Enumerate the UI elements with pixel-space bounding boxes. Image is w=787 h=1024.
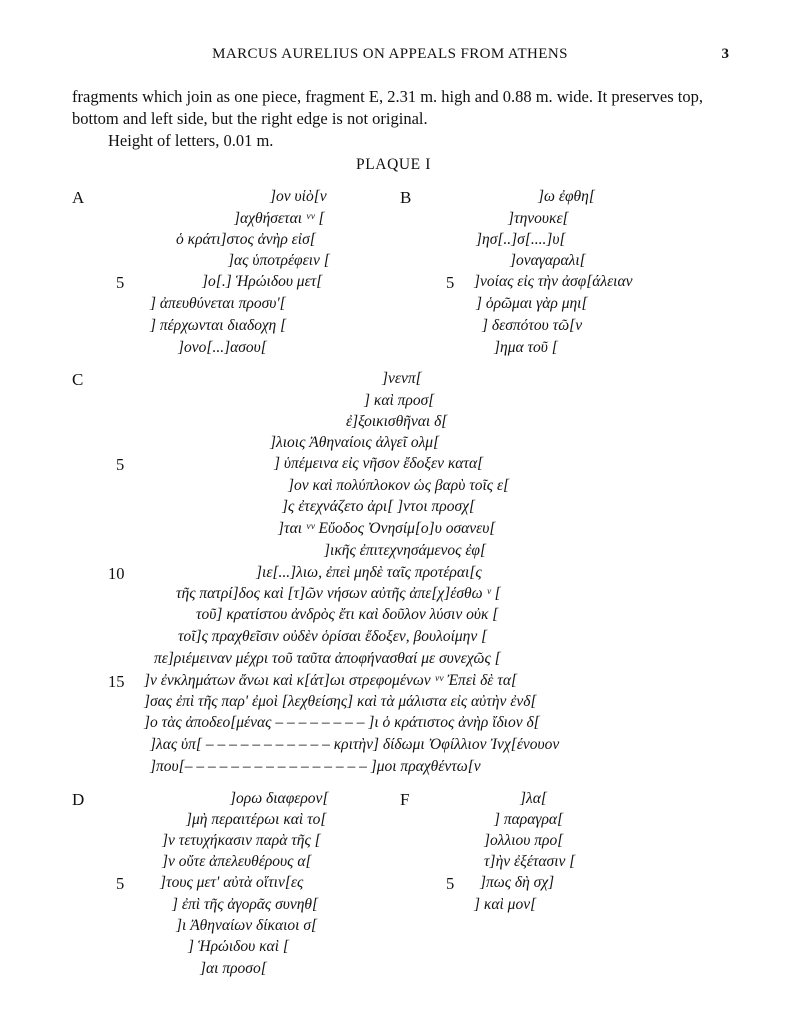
intro-text [72, 86, 734, 152]
fragment-f-line: ]ολλιου προ[ [484, 832, 564, 849]
fragment-d-line: ] Ἡρώιδου καὶ [ [188, 938, 289, 955]
fragment-d-line-number: 5 [116, 874, 125, 893]
fragment-c-line: ]ιε[...]λιω, ἐπεὶ μηδὲ ταῖς προτέραι[ς [256, 564, 482, 581]
fragment-d-line: ]ν οὔτε ἀπελευθέρους α[ [162, 853, 312, 870]
fragment-f-line: ] καὶ μον[ [474, 896, 537, 913]
fragment-d-line: ] ἐπὶ τῆς ἀγορᾶς συνηθ[ [172, 896, 319, 913]
fragment-c-line: ] καὶ προσ[ [364, 392, 435, 409]
fragment-a-line: ]ονο[...]ασου[ [178, 339, 267, 356]
fragment-f-line: ]πως δὴ σχ] [480, 874, 555, 891]
fragment-d-line: ]ορω διαφερον[ [230, 790, 329, 807]
fragment-c-line: ]ο τὰς ἀποδεο[μένας – – – – – – – – ]ι ὁ κράτιστος ἀνὴρ ἴδιον δ[ [144, 714, 540, 731]
fragment-a-line: ]αχθήσεται ᵛᵛ [ [234, 210, 325, 227]
fragment-d-line: ]ν τετυχήκασιν παρὰ τῆς [ [162, 832, 321, 849]
fragment-b-line-number: 5 [446, 273, 455, 292]
fragment-a-line: ] ἀπευθύνεται προσυ'[ [150, 295, 286, 312]
fragment-c-line: ]ται ᵛᵛ Εὔοδος Ὀνησίμ[ο]υ οσανευ[ [278, 520, 496, 537]
fragment-c-line: ]ον καὶ πολύπλοκον ὡς βαρὺ τοῖς ε[ [288, 477, 510, 494]
page-number: 3 [721, 46, 729, 62]
fragment-a-label: A [72, 188, 85, 207]
fragment-c-line: ]λας ὑπ[ – – – – – – – – – – – κριτὴν] δίδωμι Ὀφίλλιον Ἰνχ[ένουον [150, 736, 560, 753]
fragment-c-line: πε]ριέμειναν μέχρι τοῦ ταῦτα ἀποφήνασθαί με συνεχῶς [ [154, 650, 501, 667]
fragment-a-line: ] πέρχωνται διαδοχη [ [150, 317, 287, 334]
fragment-c-line-number: 15 [108, 672, 125, 691]
fragment-b-line: ]ησ[..]σ[....]υ[ [476, 231, 566, 248]
fragment-b-line: ] ὁρῶμαι γὰρ μηι[ [476, 295, 588, 312]
fragment-c-line: ἐ]ξοικισθῆναι δ[ [346, 413, 448, 430]
fragment-c-line: ] ὑπέμεινα εἰς νῆσον ἔδοξεν κατα[ [274, 455, 484, 472]
fragment-d-line: ]αι προσο[ [200, 960, 267, 977]
fragment-c-line: τῆς πατρί]δος καὶ [τ]ῶν νήσων αὐτῆς ἀπε[χ]έσθω ᵛ [ [176, 585, 501, 602]
fragment-c-line-number: 5 [116, 455, 125, 474]
fragment-b-label: B [400, 188, 412, 207]
intro-paragraph: fragments which join as one piece, fragment E, 2.31 m. high and 0.88 m. wide. It preserves top, bottom and left side, but the right edge is not original. [72, 87, 703, 128]
fragment-b-line: ]ω ἐφθη[ [538, 188, 595, 205]
fragment-c-line: ]που[– – – – – – – – – – – – – – – – ]μοι πραχθέντω[ν [150, 758, 481, 775]
fragment-c-line: τοῦ] κρατίστου ἀνδρὸς ἔτι καὶ δοῦλον λύσιν οὐκ [ [196, 606, 499, 623]
fragment-d-line: ]μὴ περαιτέρωι καὶ το[ [186, 811, 327, 828]
fragment-b-line: ]οναγαραλι[ [510, 252, 586, 269]
fragment-c-line: ]ς ἐτεχνάζετο ἀρι[ ]ντοι προσχ[ [282, 498, 475, 515]
fragment-c-line: ]νενπ[ [382, 370, 422, 387]
fragment-f-line: τ]ὴν ἐξέτασιν [ [484, 853, 576, 870]
fragment-c-label: C [72, 370, 84, 389]
fragment-c-line: ]ν ἐνκλημάτων ἄνωι καὶ κ[άτ]ωι στρεφομένων ᵛᵛ Ἐπεὶ δὲ τα[ [144, 672, 518, 689]
fragment-f-line: ]λα[ [520, 790, 547, 807]
fragment-d-line: ]τους μετ' αὐτὰ οἵτιν[ες [160, 874, 304, 891]
fragment-c-line-number: 10 [108, 564, 125, 583]
page-header-title: MARCUS AURELIUS ON APPEALS FROM ATHENS [212, 46, 568, 62]
fragment-b-line: ]ημα τοῦ [ [494, 339, 558, 356]
fragment-a-line: ]ο[.] Ἡρώιδου μετ[ [202, 273, 323, 290]
fragment-f-line: ] παραγρα[ [494, 811, 564, 828]
fragment-a-line: ὁ κράτι]στος ἀνὴρ εἰσ[ [176, 231, 316, 248]
fragment-c-line: ]σας ἐπὶ τῆς παρ' ἐμοὶ [λεχθείσης] καὶ τὰ μάλιστα εἰς αὐτὴν ἐνδ[ [144, 693, 537, 710]
fragment-c-line: ]ικῆς ἐπιτεχνησάμενος ἐφ[ [324, 542, 487, 559]
letter-height-note: Height of letters, 0.01 m. [108, 131, 274, 150]
fragment-b-line: ] δεσπότου τῶ[ν [482, 317, 583, 334]
fragment-f-label: F [400, 790, 410, 809]
fragment-a-line: ]ας ὑποτρέφειν [ [228, 252, 330, 269]
fragment-f-line-number: 5 [446, 874, 455, 893]
fragment-a-line-number: 5 [116, 273, 125, 292]
fragment-b-line: ]τηνουκε[ [508, 210, 569, 227]
fragment-a-line: ]ον υἱὸ[ν [270, 188, 327, 205]
fragment-d-label: D [72, 790, 85, 809]
fragment-c-line: τοῖ]ς πραχθεῖσιν οὐδὲν ὁρίσαι ἔδοξεν, βουλοίμην [ [178, 628, 488, 645]
fragment-d-line: ]ι Ἀθηναίων δίκαιοι σ[ [176, 917, 318, 934]
plaque-title: PLAQUE I [356, 156, 431, 173]
fragment-c-line: ]λιοις Ἀθηναίοις ἀλγεῖ ολμ[ [270, 434, 440, 451]
fragment-b-line: ]νοίας εἰς τὴν ἀσφ[άλειαν [474, 273, 633, 290]
